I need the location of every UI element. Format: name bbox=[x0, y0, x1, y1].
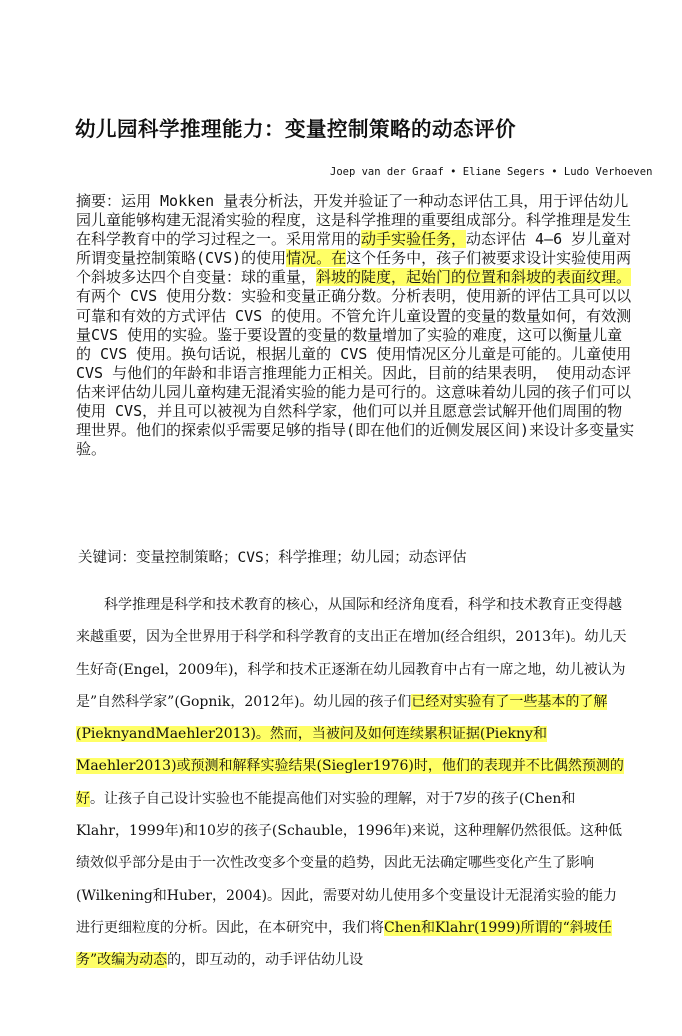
abstract-text: 有两个 CVS 使用分数：实验和变量正确分数。分析表明，使用新的评估工具可以以可靠和有效的方式评估 CVS 的使用。不管允许儿童设置的变量的数量如何，有效测量CVS 使用的实验。鉴于要设置的变量的数量增加了实验的难度，这可以衡量儿童的 CVS 使用。换句话说，根据儿童的 CVS 使用情况区分儿童是可能的。儿童使用 CVS 与他们的年龄和非语言推理能力正相关。因此，目前的结果表明， 使用动态评估来评估幼儿园儿童构建无混淆实验的能力是可行的。这意味着幼儿园的孩子们可以使用 CVS，并且可以被视为自然科学家，他们可以并且愿意尝试解开他们周围的物理世界。他们的探索似乎需要足够的指导(即在他们的近侧发展区间)来设计多变量实验。 bbox=[76, 287, 635, 459]
keywords: 关键词：变量控制策略；CVS；科学推理；幼儿园；动态评估 bbox=[78, 550, 467, 566]
body-highlight: 已经对实验有了一些基本的了解(PieknyandMaehler2013)。然而，当被问及如何连续累积证据(Piekny和Maehler2013)或预测和解释实验结果(Siegler1976)时，他们的表现并不比偶然预测的好 bbox=[76, 693, 624, 807]
abstract bbox=[76, 192, 636, 459]
body-text: 。让孩子自己设计实验也不能提高他们对实验的理解，对于7岁的孩子(Chen和Klahr，1999年)和10岁的孩子(Schauble，1996年)来说，这种理解仍然很低。这种低绩效似乎部分是由于一次性改变多个变量的趋势，因此无法确定哪些变化产生了影响(Wilkening和Huber，2004)。因此，需要对幼儿使用多个变量设计无混淆实验的能力进行更细粒度的分析。因此，在本研究中，我们将 bbox=[76, 790, 622, 936]
author-list: Joep van der Graaf • Eliane Segers • Ludo Verhoeven bbox=[330, 166, 653, 178]
abstract-highlight: 动手实验任务， bbox=[361, 230, 467, 249]
body-text: 的，即互动的，动手评估幼儿设 bbox=[167, 952, 364, 969]
abstract-highlight: 斜坡的陡度，起始门的位置和斜坡的表面纹理。 bbox=[316, 268, 632, 287]
abstract-text: 这个任务中，孩子们被要求设计实验使用两个斜坡多达四个自变量：球的重量， bbox=[76, 249, 632, 287]
body-text: 科学推理是科学和技术教育的核心，从国际和经济角度看，科学和技术教育正变得越来越重要，因为全世界用于科学和科学教育的支出正在增加(经合组织，2013年)。幼儿天生好奇(Engel，2009年)，科学和技术正逐渐在幼儿园教育中占有一席之地，幼儿被认为是”自然科学家”(Gopnik，2012年)。幼儿园的孩子们 bbox=[76, 597, 627, 710]
abstract-text: 摘要：运用 Mokken 量表分析法，开发并验证了一种动态评估工具，用于评估幼儿园儿童能够构建无混淆实验的程度，这是科学推理的重要组成部分。科学推理是发生在科学教育中的学习过程之一。采用常用的 bbox=[76, 192, 632, 249]
body-highlight: Chen和Klahr(1999)所谓的“斜坡任务”改编为动态 bbox=[76, 919, 612, 969]
abstract-highlight: 情况。在 bbox=[286, 249, 347, 268]
paper-title: 幼儿园科学推理能力：变量控制策略的动态评价 bbox=[75, 117, 516, 141]
body-paragraph bbox=[76, 589, 628, 977]
abstract-text: 动态评估 4—6 岁儿童对所谓变量控制策略(CVS)的使用 bbox=[76, 230, 632, 268]
